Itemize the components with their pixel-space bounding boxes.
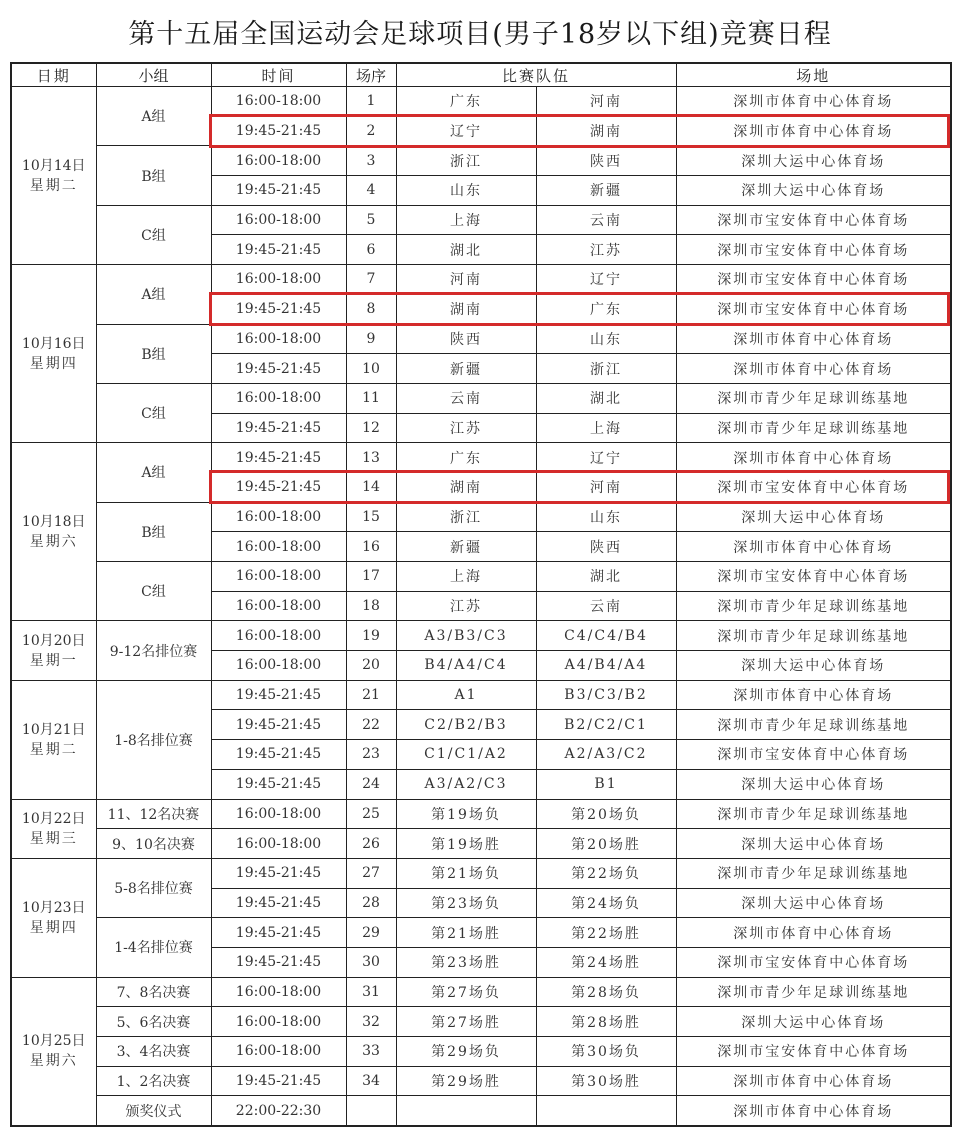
table-row — [11, 562, 951, 592]
venue-cell: 深圳市体育中心体育场 — [676, 324, 951, 354]
venue-cell: 深圳市宝安体育中心体育场 — [676, 472, 951, 502]
match-no-cell: 33 — [346, 1037, 396, 1067]
venue-cell: 深圳市青少年足球训练基地 — [676, 591, 951, 621]
venue-cell: 深圳市体育中心体育场 — [676, 680, 951, 710]
time-cell: 16:00-18:00 — [211, 651, 346, 681]
team2-cell: 第30场负 — [536, 1037, 676, 1067]
match-no-cell: 24 — [346, 769, 396, 799]
time-cell: 19:45-21:45 — [211, 918, 346, 948]
team2-cell: 第20场胜 — [536, 829, 676, 859]
time-cell: 16:00-18:00 — [211, 799, 346, 829]
header-time: 时间 — [211, 63, 346, 87]
team2-cell: 陕西 — [536, 146, 676, 176]
match-no-cell: 3 — [346, 146, 396, 176]
team1-cell: 第19场负 — [396, 799, 536, 829]
table-row — [11, 1096, 951, 1126]
team1-cell: 上海 — [396, 562, 536, 592]
team1-cell: 云南 — [396, 383, 536, 413]
table-row — [11, 1037, 951, 1067]
group-cell: 7、8名决赛 — [96, 977, 211, 1007]
venue-cell: 深圳大运中心体育场 — [676, 502, 951, 532]
date-cell — [11, 799, 96, 858]
team1-cell: 广东 — [396, 443, 536, 473]
group-cell: C组 — [96, 383, 211, 442]
time-cell: 16:00-18:00 — [211, 87, 346, 117]
time-cell: 19:45-21:45 — [211, 769, 346, 799]
time-cell: 19:45-21:45 — [211, 947, 346, 977]
time-cell: 16:00-18:00 — [211, 977, 346, 1007]
team2-cell: 山东 — [536, 324, 676, 354]
team2-cell: 江苏 — [536, 235, 676, 265]
time-cell: 16:00-18:00 — [211, 265, 346, 295]
match-no-cell: 11 — [346, 383, 396, 413]
venue-cell: 深圳市宝安体育中心体育场 — [676, 562, 951, 592]
date-text: 10月20日 — [21, 632, 86, 649]
venue-cell: 深圳市宝安体育中心体育场 — [676, 205, 951, 235]
match-no-cell: 5 — [346, 205, 396, 235]
group-cell: 5-8名排位赛 — [96, 858, 211, 917]
team1-cell: 上海 — [396, 205, 536, 235]
date-text: 10月22日 — [21, 810, 86, 827]
venue-cell: 深圳市青少年足球训练基地 — [676, 383, 951, 413]
time-cell: 19:45-21:45 — [211, 888, 346, 918]
time-cell: 16:00-18:00 — [211, 205, 346, 235]
group-cell: 1-8名排位赛 — [96, 680, 211, 799]
venue-cell: 深圳市体育中心体育场 — [676, 116, 951, 146]
date-text: 10月18日 — [21, 513, 86, 530]
team1-cell: 新疆 — [396, 532, 536, 562]
time-cell: 19:45-21:45 — [211, 680, 346, 710]
team2-cell: 山东 — [536, 502, 676, 532]
group-cell: A组 — [96, 87, 211, 146]
time-cell: 16:00-18:00 — [211, 146, 346, 176]
team2-cell: 云南 — [536, 591, 676, 621]
match-no-cell: 4 — [346, 176, 396, 206]
header-teams: 比赛队伍 — [396, 63, 676, 87]
match-no-cell: 32 — [346, 1007, 396, 1037]
date-cell — [11, 680, 96, 799]
weekday-text: 星期六 — [29, 1053, 78, 1070]
time-cell: 19:45-21:45 — [211, 116, 346, 146]
team2-cell: 第24场胜 — [536, 947, 676, 977]
team2-cell: 湖北 — [536, 562, 676, 592]
weekday-text: 星期三 — [29, 830, 78, 847]
time-cell: 16:00-18:00 — [211, 324, 346, 354]
group-cell: C组 — [96, 562, 211, 621]
match-no-cell: 7 — [346, 265, 396, 295]
team2-cell: 第30场胜 — [536, 1066, 676, 1096]
weekday-text: 星期四 — [29, 355, 78, 372]
time-cell: 16:00-18:00 — [211, 532, 346, 562]
venue-cell: 深圳市青少年足球训练基地 — [676, 858, 951, 888]
date-cell — [11, 858, 96, 977]
time-cell: 16:00-18:00 — [211, 591, 346, 621]
match-no-cell: 30 — [346, 947, 396, 977]
team1-cell: 湖北 — [396, 235, 536, 265]
match-no-cell: 18 — [346, 591, 396, 621]
venue-cell: 深圳市宝安体育中心体育场 — [676, 294, 951, 324]
team1-cell: 第19场胜 — [396, 829, 536, 859]
group-cell: 11、12名决赛 — [96, 799, 211, 829]
team2-cell: A2/A3/C2 — [536, 740, 676, 770]
table-row — [11, 146, 951, 176]
team2-cell: 辽宁 — [536, 265, 676, 295]
time-cell: 19:45-21:45 — [211, 413, 346, 443]
group-cell: B组 — [96, 146, 211, 205]
table-row — [11, 829, 951, 859]
date-text: 10月16日 — [21, 335, 86, 352]
team1-cell: A3/B3/C3 — [396, 621, 536, 651]
team1-cell: A3/A2/C3 — [396, 769, 536, 799]
team1-cell: 第27场胜 — [396, 1007, 536, 1037]
date-cell — [11, 977, 96, 1126]
time-cell: 16:00-18:00 — [211, 1007, 346, 1037]
table-row — [11, 1066, 951, 1096]
team1-cell: 第29场胜 — [396, 1066, 536, 1096]
venue-cell: 深圳市青少年足球训练基地 — [676, 621, 951, 651]
venue-cell: 深圳大运中心体育场 — [676, 176, 951, 206]
team2-cell: 第28场胜 — [536, 1007, 676, 1037]
team1-cell: 第23场胜 — [396, 947, 536, 977]
match-no-cell: 34 — [346, 1066, 396, 1096]
team1-cell: 江苏 — [396, 591, 536, 621]
match-no-cell: 9 — [346, 324, 396, 354]
table-row — [11, 265, 951, 295]
venue-cell: 深圳市青少年足球训练基地 — [676, 977, 951, 1007]
table-row — [11, 858, 951, 888]
team1-cell: 山东 — [396, 176, 536, 206]
team2-cell: B3/C3/B2 — [536, 680, 676, 710]
table-row — [11, 680, 951, 710]
venue-cell: 深圳市体育中心体育场 — [676, 532, 951, 562]
team2-cell: 河南 — [536, 87, 676, 117]
time-cell: 16:00-18:00 — [211, 1037, 346, 1067]
match-no-cell: 22 — [346, 710, 396, 740]
date-text: 10月14日 — [21, 157, 86, 174]
team2-cell: 辽宁 — [536, 443, 676, 473]
match-no-cell: 28 — [346, 888, 396, 918]
venue-cell: 深圳市体育中心体育场 — [676, 354, 951, 384]
venue-cell: 深圳市体育中心体育场 — [676, 918, 951, 948]
match-no-cell — [346, 1096, 396, 1126]
venue-cell: 深圳市青少年足球训练基地 — [676, 413, 951, 443]
table-row — [11, 324, 951, 354]
team2-cell — [536, 1096, 676, 1126]
date-cell — [11, 621, 96, 680]
time-cell: 16:00-18:00 — [211, 502, 346, 532]
time-cell: 16:00-18:00 — [211, 383, 346, 413]
match-no-cell: 15 — [346, 502, 396, 532]
table-row — [11, 977, 951, 1007]
group-cell: 9、10名决赛 — [96, 829, 211, 859]
team2-cell: 湖北 — [536, 383, 676, 413]
team1-cell: 第29场负 — [396, 1037, 536, 1067]
time-cell: 16:00-18:00 — [211, 562, 346, 592]
match-no-cell: 31 — [346, 977, 396, 1007]
team1-cell: 新疆 — [396, 354, 536, 384]
team1-cell: 陕西 — [396, 324, 536, 354]
time-cell: 19:45-21:45 — [211, 443, 346, 473]
team1-cell: 第21场胜 — [396, 918, 536, 948]
team2-cell: 第22场胜 — [536, 918, 676, 948]
header-date: 日期 — [11, 63, 96, 87]
team1-cell: 湖南 — [396, 294, 536, 324]
venue-cell: 深圳市体育中心体育场 — [676, 1066, 951, 1096]
team2-cell: 第28场负 — [536, 977, 676, 1007]
venue-cell: 深圳市宝安体育中心体育场 — [676, 1037, 951, 1067]
match-no-cell: 29 — [346, 918, 396, 948]
team1-cell: B4/A4/C4 — [396, 651, 536, 681]
table-row — [11, 443, 951, 473]
venue-cell: 深圳市体育中心体育场 — [676, 443, 951, 473]
date-text: 10月21日 — [21, 721, 86, 738]
team2-cell: 第20场负 — [536, 799, 676, 829]
date-cell — [11, 443, 96, 621]
table-row — [11, 383, 951, 413]
weekday-text: 星期二 — [29, 741, 78, 758]
group-cell: 1、2名决赛 — [96, 1066, 211, 1096]
match-no-cell: 2 — [346, 116, 396, 146]
header-group: 小组 — [96, 63, 211, 87]
venue-cell: 深圳市宝安体育中心体育场 — [676, 265, 951, 295]
team1-cell: 浙江 — [396, 502, 536, 532]
time-cell: 19:45-21:45 — [211, 710, 346, 740]
match-no-cell: 13 — [346, 443, 396, 473]
header-row — [11, 63, 951, 87]
page-title: 第十五届全国运动会足球项目(男子18岁以下组)竞赛日程 — [128, 19, 832, 50]
team2-cell: 湖南 — [536, 116, 676, 146]
time-cell: 19:45-21:45 — [211, 294, 346, 324]
team1-cell — [396, 1096, 536, 1126]
match-no-cell: 25 — [346, 799, 396, 829]
group-cell: 颁奖仪式 — [96, 1096, 211, 1126]
venue-cell: 深圳市体育中心体育场 — [676, 1096, 951, 1126]
venue-cell: 深圳市青少年足球训练基地 — [676, 799, 951, 829]
match-no-cell: 19 — [346, 621, 396, 651]
weekday-text: 星期二 — [29, 177, 78, 194]
venue-cell: 深圳大运中心体育场 — [676, 888, 951, 918]
team1-cell: A1 — [396, 680, 536, 710]
table-row — [11, 799, 951, 829]
team2-cell: 云南 — [536, 205, 676, 235]
match-no-cell: 1 — [346, 87, 396, 117]
team1-cell: 浙江 — [396, 146, 536, 176]
header-venue: 场地 — [676, 63, 951, 87]
group-cell: A组 — [96, 265, 211, 324]
match-no-cell: 16 — [346, 532, 396, 562]
time-cell: 19:45-21:45 — [211, 472, 346, 502]
match-no-cell: 10 — [346, 354, 396, 384]
time-cell: 19:45-21:45 — [211, 176, 346, 206]
venue-cell: 深圳大运中心体育场 — [676, 1007, 951, 1037]
team1-cell: 第21场负 — [396, 858, 536, 888]
venue-cell: 深圳市青少年足球训练基地 — [676, 710, 951, 740]
venue-cell: 深圳大运中心体育场 — [676, 651, 951, 681]
venue-cell: 深圳大运中心体育场 — [676, 829, 951, 859]
team1-cell: 江苏 — [396, 413, 536, 443]
match-no-cell: 17 — [346, 562, 396, 592]
table-row — [11, 87, 951, 117]
group-cell: 3、4名决赛 — [96, 1037, 211, 1067]
team1-cell: C1/C1/A2 — [396, 740, 536, 770]
group-cell: B组 — [96, 324, 211, 383]
team2-cell: 新疆 — [536, 176, 676, 206]
table-row — [11, 621, 951, 651]
weekday-text: 星期六 — [29, 533, 78, 550]
match-no-cell: 26 — [346, 829, 396, 859]
time-cell: 16:00-18:00 — [211, 829, 346, 859]
venue-cell: 深圳市宝安体育中心体育场 — [676, 740, 951, 770]
team1-cell: C2/B2/B3 — [396, 710, 536, 740]
team1-cell: 湖南 — [396, 472, 536, 502]
weekday-text: 星期四 — [29, 919, 78, 936]
team1-cell: 辽宁 — [396, 116, 536, 146]
venue-cell: 深圳大运中心体育场 — [676, 146, 951, 176]
date-text: 10月25日 — [21, 1033, 86, 1050]
venue-cell: 深圳市宝安体育中心体育场 — [676, 235, 951, 265]
venue-cell: 深圳大运中心体育场 — [676, 769, 951, 799]
group-cell: B组 — [96, 502, 211, 561]
group-cell: C组 — [96, 205, 211, 264]
match-no-cell: 23 — [346, 740, 396, 770]
time-cell: 19:45-21:45 — [211, 354, 346, 384]
time-cell: 19:45-21:45 — [211, 1066, 346, 1096]
time-cell: 19:45-21:45 — [211, 858, 346, 888]
match-no-cell: 8 — [346, 294, 396, 324]
table-row — [11, 1007, 951, 1037]
team2-cell: 河南 — [536, 472, 676, 502]
time-cell: 22:00-22:30 — [211, 1096, 346, 1126]
group-cell: 1-4名排位赛 — [96, 918, 211, 977]
match-no-cell: 12 — [346, 413, 396, 443]
team2-cell: 上海 — [536, 413, 676, 443]
match-no-cell: 21 — [346, 680, 396, 710]
match-no-cell: 20 — [346, 651, 396, 681]
schedule-table — [10, 62, 952, 1127]
match-no-cell: 14 — [346, 472, 396, 502]
team2-cell: A4/B4/A4 — [536, 651, 676, 681]
team2-cell: 第24场负 — [536, 888, 676, 918]
table-row — [11, 502, 951, 532]
table-row — [11, 205, 951, 235]
venue-cell: 深圳市宝安体育中心体育场 — [676, 947, 951, 977]
group-cell: 9-12名排位赛 — [96, 621, 211, 680]
team1-cell: 广东 — [396, 87, 536, 117]
time-cell: 16:00-18:00 — [211, 621, 346, 651]
team2-cell: 浙江 — [536, 354, 676, 384]
table-row — [11, 918, 951, 948]
team2-cell: 陕西 — [536, 532, 676, 562]
team1-cell: 第23场负 — [396, 888, 536, 918]
group-cell: 5、6名决赛 — [96, 1007, 211, 1037]
team2-cell: 广东 — [536, 294, 676, 324]
team1-cell: 第27场负 — [396, 977, 536, 1007]
time-cell: 19:45-21:45 — [211, 740, 346, 770]
team1-cell: 河南 — [396, 265, 536, 295]
header-match-no: 场序 — [346, 63, 396, 87]
team2-cell: B2/C2/C1 — [536, 710, 676, 740]
team2-cell: B1 — [536, 769, 676, 799]
date-cell — [11, 265, 96, 443]
weekday-text: 星期一 — [29, 652, 78, 669]
date-cell — [11, 87, 96, 265]
venue-cell: 深圳市体育中心体育场 — [676, 87, 951, 117]
date-text: 10月23日 — [21, 899, 86, 916]
match-no-cell: 27 — [346, 858, 396, 888]
team2-cell: 第22场负 — [536, 858, 676, 888]
time-cell: 19:45-21:45 — [211, 235, 346, 265]
group-cell: A组 — [96, 443, 211, 502]
match-no-cell: 6 — [346, 235, 396, 265]
team2-cell: C4/C4/B4 — [536, 621, 676, 651]
